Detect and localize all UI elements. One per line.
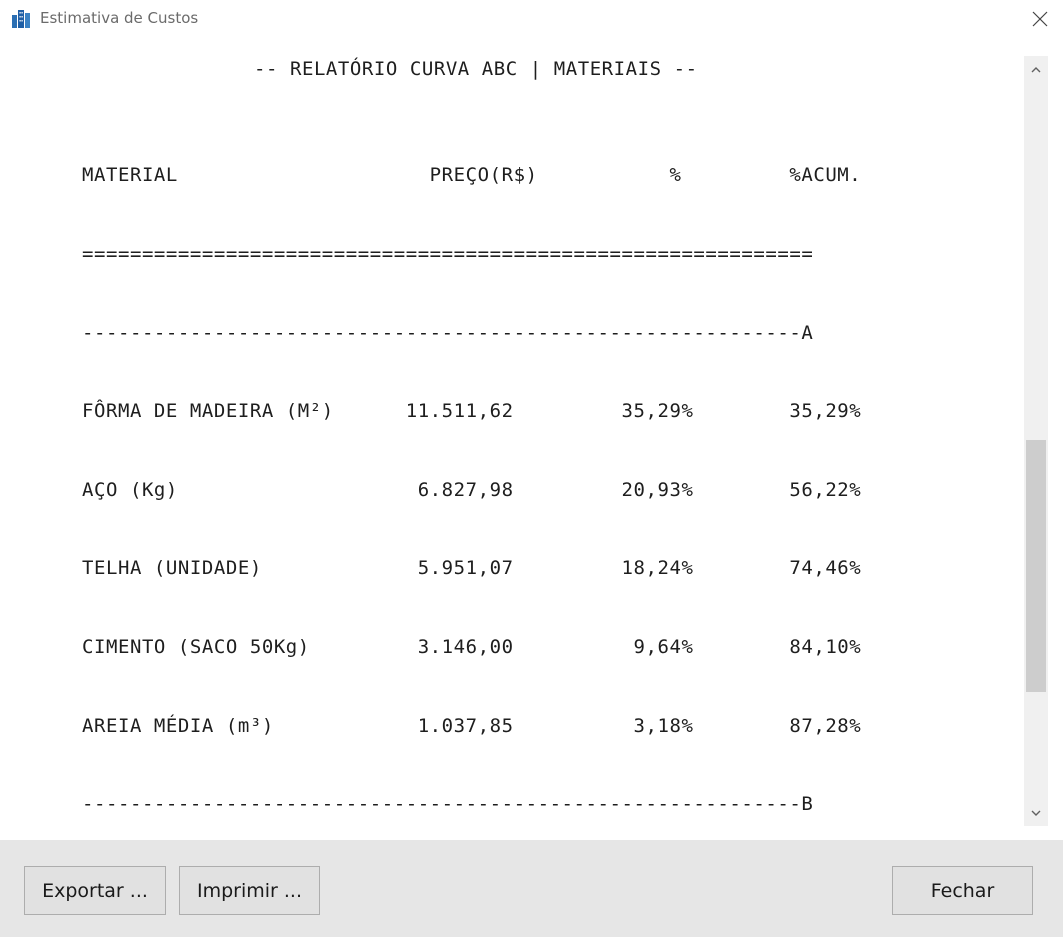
button-bar xyxy=(0,840,1063,937)
report-body xyxy=(82,110,861,828)
chevron-down-icon xyxy=(1031,810,1041,817)
close-button[interactable]: Fechar xyxy=(892,866,1033,915)
chevron-up-icon xyxy=(1031,66,1041,73)
export-button[interactable]: Exportar ... xyxy=(24,866,166,915)
report-row: FÔRMA DE MADEIRA (M²) 11.511,62 35,29% 35,29% xyxy=(82,400,862,423)
title-bar xyxy=(0,0,1063,38)
vertical-scrollbar[interactable] xyxy=(1024,56,1048,826)
scroll-thumb[interactable] xyxy=(1026,440,1046,692)
window-title: Estimativa de Custos xyxy=(40,9,199,27)
report-row: TELHA (UNIDADE) 5.951,07 18,24% 74,46% xyxy=(82,557,862,580)
report-row: AÇO (Kg) 6.827,98 20,93% 56,22% xyxy=(82,478,862,501)
report-separator: ============================================================= xyxy=(82,243,814,265)
report-row: CIMENTO (SACO 50Kg) 3.146,00 9,64% 84,10% xyxy=(82,635,862,658)
close-icon xyxy=(1032,11,1048,27)
report-class-divider: ------------------------------------------------------------A xyxy=(82,321,814,344)
report-header-row: MATERIAL PREÇO(R$) % %ACUM. xyxy=(82,164,862,187)
report-title: -- RELATÓRIO CURVA ABC | MATERIAIS -- xyxy=(254,58,698,80)
report-class-divider: ------------------------------------------------------------B xyxy=(82,793,814,816)
scroll-down-button[interactable] xyxy=(1024,802,1048,826)
print-button[interactable]: Imprimir ... xyxy=(179,866,320,915)
report-row: AREIA MÉDIA (m³) 1.037,85 3,18% 87,28% xyxy=(82,714,862,737)
scroll-up-button[interactable] xyxy=(1024,58,1048,82)
building-icon xyxy=(11,9,31,29)
window-close-button[interactable] xyxy=(1017,0,1063,38)
report-text-area[interactable] xyxy=(0,38,1022,828)
